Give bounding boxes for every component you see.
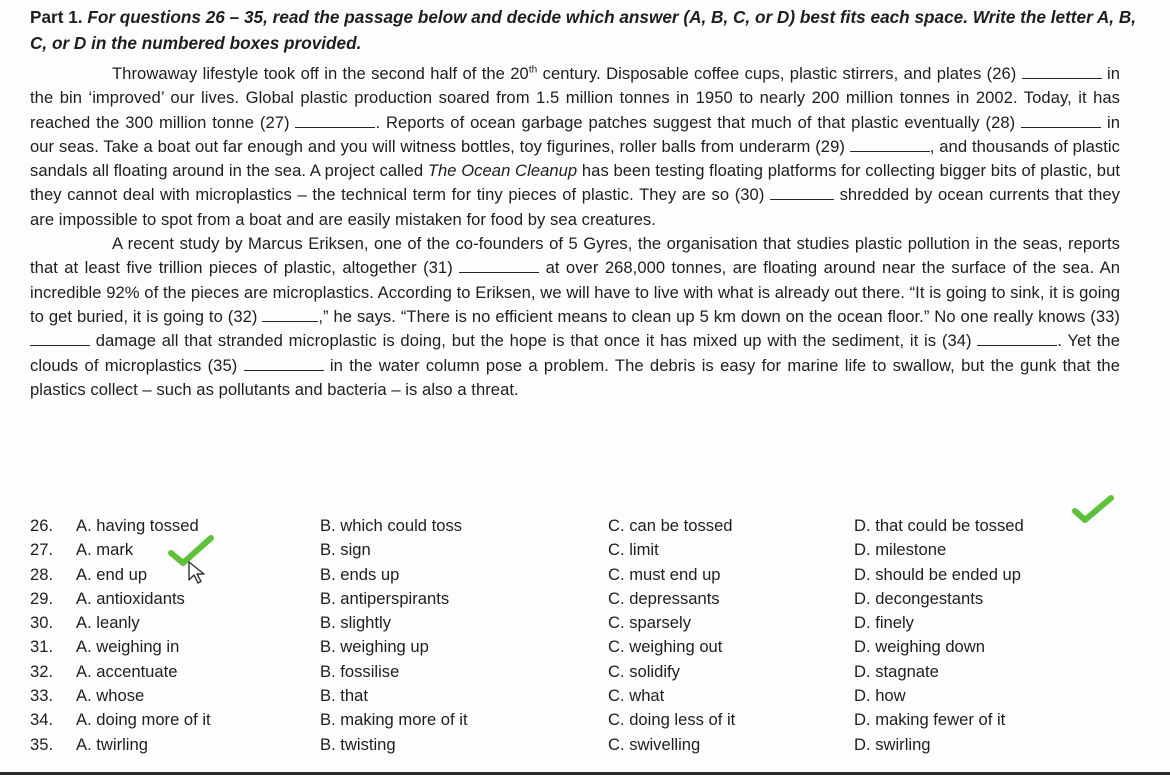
project-name: The Ocean Cleanup <box>427 161 578 181</box>
option-b: B. sign <box>320 540 371 560</box>
reading-passage <box>30 62 1120 402</box>
option-b: B. weighing up <box>320 637 429 657</box>
option-a: A. twirling <box>76 734 148 754</box>
question-row <box>30 637 1140 661</box>
paragraph-2: A recent study by Marcus Eriksen, one of the co-founders of 5 Gyres, the organisation that studies plastic pollution in the seas, reports that at least five trillion pieces of plastic, altogether (31) at over 268,000 tonnes, are floating around near the surface of the sea. An incredible 92% of the pieces are microplastics. According to Eriksen, we will have to live with what is already out there. “It is going to sink, it is going to get buried, it is going to (32) ,” he says. “There is no efficient means to clean up 5 km down on the ocean floor.” No one really knows (33) damage all that stranded microplastic is doing, but the hope is that once it has mixed up with the sediment, it is (34) . Yet the clouds of microplastics (35) in the water column pose a problem. The debris is easy for marine life to swallow, but the gunk that the plastics collect – such as pollutants and bacteria – is also a threat. <box>30 234 1120 399</box>
checkmark-icon <box>1072 494 1114 526</box>
option-a: A. having tossed <box>76 516 199 535</box>
option-c: C. what <box>608 686 665 706</box>
option-d: D. that could be tossed <box>854 516 1024 535</box>
option-c: C. doing less of it <box>608 710 736 730</box>
question-number: 29. <box>30 588 54 608</box>
option-d: D. how <box>854 686 906 706</box>
blank-27 <box>295 113 375 128</box>
question-row <box>30 613 1140 637</box>
question-row <box>30 686 1140 710</box>
question-number: 35. <box>30 734 54 754</box>
blank-34 <box>977 331 1057 346</box>
option-d: D. milestone <box>854 540 947 560</box>
question-number: 31. <box>30 637 54 657</box>
option-c: C. can be tossed <box>608 516 733 535</box>
option-a: A. antioxidants <box>76 588 185 608</box>
question-number: 28. <box>30 564 54 584</box>
question-number: 26. <box>30 516 54 535</box>
option-b: B. twisting <box>320 734 396 754</box>
option-c: C. swivelling <box>608 734 701 754</box>
option-c: C. depressants <box>608 588 720 608</box>
option-a: A. end up <box>76 564 148 584</box>
option-d: D. finely <box>854 613 914 633</box>
option-c: C. limit <box>608 540 659 560</box>
part-label: Part 1. <box>30 7 83 27</box>
mouse-pointer-icon <box>187 560 209 586</box>
option-d: D. weighing down <box>854 637 985 657</box>
option-a: A. leanly <box>76 613 140 633</box>
option-a: A. whose <box>76 686 145 706</box>
blank-35 <box>244 356 324 371</box>
option-d: D. stagnate <box>854 661 939 681</box>
instructions-text: For questions 26 – 35, read the passage below and decide which answer (A, B, C, or D) best fits each space. Write the letter A, B, C, or D in the numbered boxes provided. <box>30 7 1137 53</box>
option-a: A. accentuate <box>76 661 178 681</box>
option-b: B. slightly <box>320 613 392 633</box>
option-b: B. that <box>320 686 368 706</box>
option-d: D. decongestants <box>854 588 984 608</box>
superscript-th: th <box>528 64 538 76</box>
option-b: B. ends up <box>320 564 400 584</box>
option-a: A. weighing in <box>76 637 180 657</box>
question-number: 27. <box>30 540 54 560</box>
option-c: C. weighing out <box>608 637 723 657</box>
option-d: D. swirling <box>854 734 931 754</box>
blank-28 <box>1021 113 1101 128</box>
option-d: D. making fewer of it <box>854 710 1006 730</box>
question-row <box>30 710 1140 734</box>
option-a: A. mark <box>76 540 134 560</box>
question-row <box>30 589 1140 613</box>
option-b: B. antiperspirants <box>320 588 450 608</box>
blank-26 <box>1022 64 1102 79</box>
blank-29 <box>850 137 930 152</box>
option-b: B. which could toss <box>320 516 463 535</box>
question-number: 33. <box>30 686 54 706</box>
option-c: C. solidify <box>608 661 680 681</box>
question-row <box>30 662 1140 686</box>
instructions-heading <box>30 4 1140 56</box>
blank-31 <box>459 258 539 273</box>
option-c: C. sparsely <box>608 613 691 633</box>
blank-32 <box>262 307 318 322</box>
option-c: C. must end up <box>608 564 721 584</box>
question-row <box>30 735 1140 759</box>
question-number: 32. <box>30 661 54 681</box>
bottom-border <box>0 772 1170 775</box>
blank-33 <box>30 331 90 346</box>
option-a: A. doing more of it <box>76 710 211 730</box>
question-number: 30. <box>30 613 54 633</box>
option-b: B. making more of it <box>320 710 468 730</box>
paragraph-1: Throwaway lifestyle took off in the second half of the 20th century. Disposable coffee cups, plastic stirrers, and plates (26) in the bin ‘improved’ our lives. Global plastic production soared from 1.5 million tonnes in 1950 to nearly 200 million tonnes in 2002. Today, it has reached the 300 million tonne (27) . Reports of ocean garbage patches suggest that much of that plastic eventually (28) in our seas. Take a boat out far enough and you will witness bottles, toy figurines, roller balls from underarm (29) , and thousands of plastic sandals all floating around in the sea. A project called The Ocean Cleanup has been testing floating platforms for collecting bigger bits of plastic, but they cannot deal with microplastics – the technical term for tiny pieces of plastic. They are so (30) shredded by ocean currents that they are impossible to spot from a boat and are easily mistaken for food by sea creatures. <box>30 64 1121 229</box>
question-number: 34. <box>30 710 54 730</box>
blank-30 <box>770 185 834 200</box>
option-d: D. should be ended up <box>854 564 1021 584</box>
option-b: B. fossilise <box>320 661 400 681</box>
